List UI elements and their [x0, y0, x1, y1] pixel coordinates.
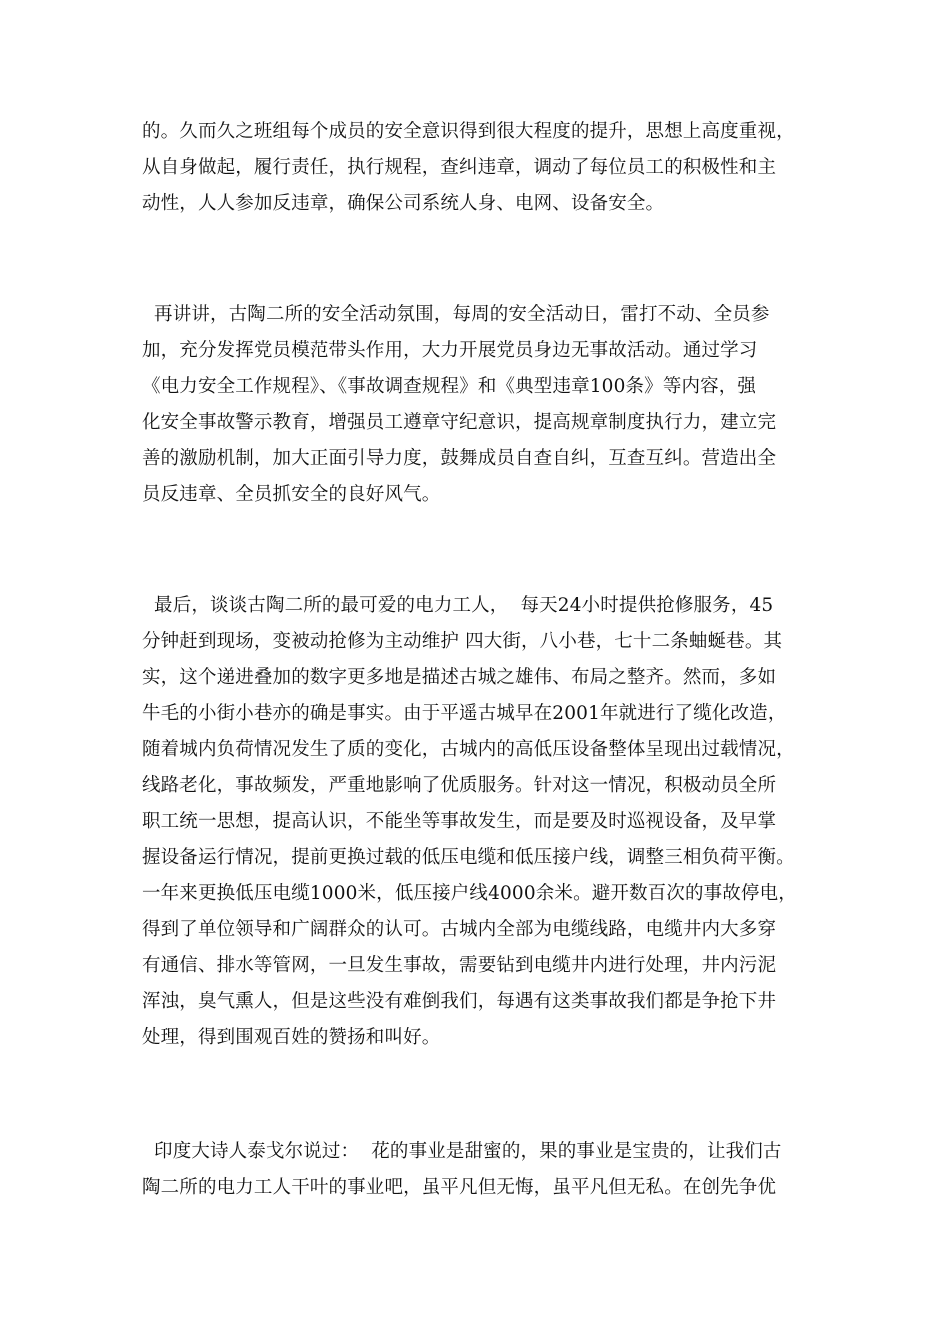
text-line: 员反违章、全员抓安全的良好风气。 — [142, 484, 441, 505]
paragraph-3 — [142, 588, 808, 1056]
paragraph-4 — [142, 1134, 808, 1206]
text-line: 有通信、排水等管网，一旦发生事故，需要钻到电缆井内进行处理，井内污泥 — [142, 955, 777, 976]
paragraph-1 — [142, 114, 808, 222]
text-line: 从自身做起，履行责任，执行规程，查纠违章，调动了每位员工的积极性和主 — [142, 157, 777, 178]
text-line: 处理，得到围观百姓的赞扬和叫好。 — [142, 1027, 441, 1048]
text-line: 得到了单位领导和广阔群众的认可。古城内全部为电缆线路，电缆井内大多穿 — [142, 919, 777, 940]
text-line: 浑浊，臭气熏人，但是这些没有难倒我们，每遇有这类事故我们都是争抢下井 — [142, 991, 777, 1012]
text-line: 印度大诗人泰戈尔说过： 花的事业是甜蜜的，果的事业是宝贵的，让我们古 — [142, 1141, 782, 1162]
text-line: 《电力安全工作规程》、《事故调查规程》和《典型违章100条》等内容，强 — [142, 376, 757, 397]
text-line: 善的激励机制，加大正面引导力度，鼓舞成员自查自纠，互查互纠。营造出全 — [142, 448, 777, 469]
paragraph-2 — [142, 297, 808, 513]
text-line: 职工统一思想，提高认识，不能坐等事故发生，而是要及时巡视设备，及早掌 — [142, 811, 777, 832]
text-line: 再讲讲，古陶二所的安全活动氛围，每周的安全活动日，雷打不动、全员参 — [142, 304, 770, 325]
text-line: 的。久而久之班组每个成员的安全意识得到很大程度的提升，思想上高度重视， — [142, 121, 795, 142]
text-line: 化安全事故警示教育，增强员工遵章守纪意识，提高规章制度执行力，建立完 — [142, 412, 777, 433]
text-line: 随着城内负荷情况发生了质的变化，古城内的高低压设备整体呈现出过载情况， — [142, 739, 795, 760]
text-line: 分钟赶到现场，变被动抢修为主动维护 四大街，八小巷，七十二条蚰蜒巷。其 — [142, 631, 783, 652]
text-line: 线路老化，事故频发，严重地影响了优质服务。针对这一情况，积极动员全所 — [142, 775, 777, 796]
text-line: 一年来更换低压电缆1000米，低压接户线4000余米。避开数百次的事故停电， — [142, 883, 797, 904]
text-line: 动性，人人参加反违章，确保公司系统人身、电网、设备安全。 — [142, 193, 665, 214]
text-line: 加，充分发挥党员模范带头作用，大力开展党员身边无事故活动。通过学习 — [142, 340, 758, 361]
text-line: 陶二所的电力工人干叶的事业吧，虽平凡但无悔，虽平凡但无私。在创先争优 — [142, 1177, 777, 1198]
text-line: 实，这个递进叠加的数字更多地是描述古城之雄伟、布局之整齐。然而，多如 — [142, 667, 777, 688]
text-line: 最后，谈谈古陶二所的最可爱的电力工人， 每天24小时提供抢修服务，45 — [142, 595, 774, 616]
text-line: 握设备运行情况，提前更换过载的低压电缆和低压接户线，调整三相负荷平衡。 — [142, 847, 795, 868]
text-line: 牛毛的小街小巷亦的确是事实。由于平遥古城早在2001年就进行了缆化改造， — [142, 703, 787, 724]
